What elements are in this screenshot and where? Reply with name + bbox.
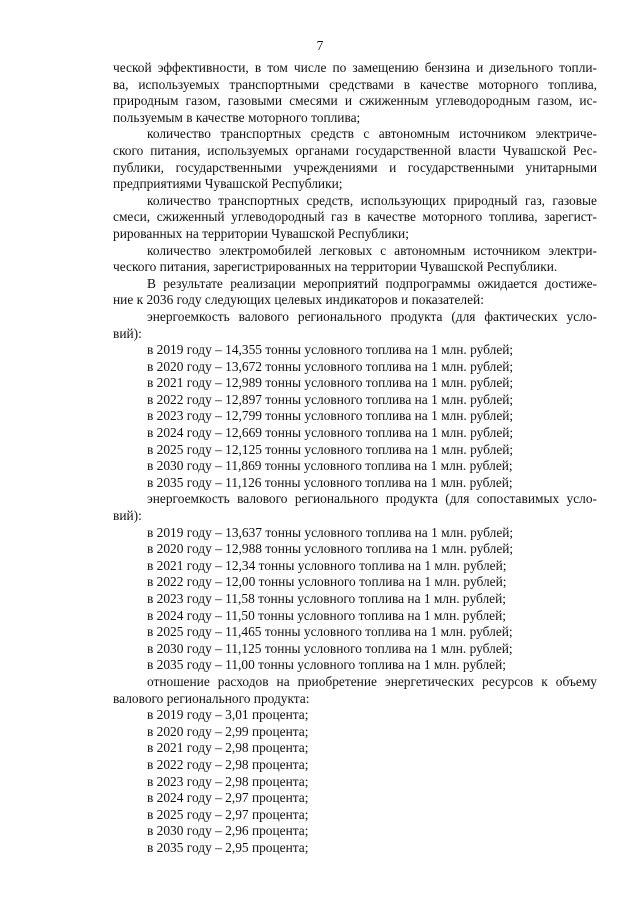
indicator-line: количество электромобилей легковых с автономным источником электри- <box>147 242 597 258</box>
list-item: в 2022 году – 12,897 тонны условного топлива на 1 млн. рублей; <box>147 391 514 407</box>
result-line-last: ние к 2036 году следующих целевых индикаторов и показателей: <box>113 292 484 308</box>
list-item: в 2023 году – 11,58 тонны условного топлива на 1 млн. рублей; <box>147 591 506 606</box>
list-item: в 2023 году – 12,799 тонны условного топлива на 1 млн. рублей; <box>147 408 514 424</box>
list-item: в 2019 году – 13,637 тонны условного топлива на 1 млн. рублей; <box>147 524 514 540</box>
list-item: в 2030 году – 11,869 тонны условного топлива на 1 млн. рублей; <box>147 458 513 474</box>
intro-line: ва, используемых транспортными средствами в качестве моторного топлива, <box>113 76 597 92</box>
energy-cost-ratio-list <box>113 707 597 856</box>
indicator-energy-intensity-comparable <box>113 491 597 524</box>
indicator-line: публики, государственными учреждениями и государственными унитарными <box>113 159 597 175</box>
list-item: в 2024 году – 12,669 тонны условного топлива на 1 млн. рублей; <box>147 425 514 441</box>
indicator-electric-cars <box>113 243 597 276</box>
list-item: в 2020 году – 2,99 процента; <box>147 723 309 739</box>
document-body <box>113 60 597 857</box>
indicator-line-last: ческого питания, зарегистрированных на территории Чувашской Республики. <box>113 259 558 275</box>
indicator-line: ского питания, используемых органами государственной власти Чувашской Рес- <box>113 142 597 158</box>
list-item: в 2035 году – 11,00 тонны условного топлива на 1 млн. рублей; <box>147 657 506 673</box>
list-item: в 2023 году – 2,98 процента; <box>147 773 309 789</box>
list-item: в 2021 году – 12,989 тонны условного топлива на 1 млн. рублей; <box>147 375 514 391</box>
energy-intensity-actual-list <box>113 342 597 491</box>
result-line: В результате реализации мероприятий подпрограммы ожидается достиже- <box>147 275 597 291</box>
indicator-line: смеси, сжиженный углеводородный газ в качестве моторного топлива, зарегист- <box>113 209 597 225</box>
indicator-heading-line: энергоемкость валового регионального продукта (для сопоставимых усло- <box>147 491 597 507</box>
intro-paragraph <box>113 60 597 126</box>
list-item: в 2025 году – 2,97 процента; <box>147 806 309 822</box>
indicator-vehicles-gas <box>113 193 597 243</box>
indicator-heading-line-last: вий): <box>113 508 142 524</box>
list-item: в 2030 году – 2,96 процента; <box>147 823 309 839</box>
page-number: 7 <box>316 38 324 53</box>
indicator-vehicles-electric-gov <box>113 126 597 192</box>
intro-line-last: пользуемым в качестве моторного топлива; <box>113 109 361 125</box>
list-item: в 2025 году – 11,465 тонны условного топлива на 1 млн. рублей; <box>147 624 513 640</box>
list-item: в 2035 году – 2,95 процента; <box>147 839 309 855</box>
list-item: в 2024 году – 11,50 тонны условного топлива на 1 млн. рублей; <box>147 607 506 623</box>
indicator-line-last: рированных на территории Чувашской Республики; <box>113 225 409 241</box>
list-item: в 2024 году – 2,97 процента; <box>147 790 309 806</box>
list-item: в 2020 году – 13,672 тонны условного топлива на 1 млн. рублей; <box>147 358 514 374</box>
list-item: в 2025 году – 12,125 тонны условного топлива на 1 млн. рублей; <box>147 441 514 457</box>
energy-intensity-comparable-list <box>113 525 597 674</box>
list-item: в 2021 году – 12,34 тонны условного топлива на 1 млн. рублей; <box>147 557 507 573</box>
indicator-energy-intensity-actual <box>113 309 597 342</box>
list-item: в 2019 году – 14,355 тонны условного топлива на 1 млн. рублей; <box>147 342 514 358</box>
indicator-line: количество транспортных средств с автономным источником электриче- <box>147 126 597 142</box>
list-item: в 2030 году – 11,125 тонны условного топлива на 1 млн. рублей; <box>147 640 513 656</box>
indicator-heading-line-last: вий): <box>113 325 142 341</box>
indicator-heading-line: энергоемкость валового регионального продукта (для фактических усло- <box>147 308 597 324</box>
indicator-energy-cost-ratio <box>113 674 597 707</box>
indicator-heading-line-last: валового регионального продукта: <box>113 690 310 706</box>
intro-line: ческой эффективности, в том числе по замещению бензина и дизельного топли- <box>113 60 597 75</box>
list-item: в 2019 году – 3,01 процента; <box>147 707 309 723</box>
indicator-line-last: предприятиями Чувашской Республики; <box>113 176 343 192</box>
list-item: в 2035 году – 11,126 тонны условного топлива на 1 млн. рублей; <box>147 474 513 490</box>
result-paragraph <box>113 276 597 309</box>
indicator-heading-line: отношение расходов на приобретение энергетических ресурсов к объему <box>147 673 597 689</box>
list-item: в 2020 году – 12,988 тонны условного топлива на 1 млн. рублей; <box>147 541 514 557</box>
list-item: в 2022 году – 12,00 тонны условного топлива на 1 млн. рублей; <box>147 574 507 590</box>
list-item: в 2021 году – 2,98 процента; <box>147 740 309 756</box>
indicator-line: количество транспортных средств, использующих природный газ, газовые <box>147 192 597 208</box>
intro-line: природным газом, газовыми смесями и сжиженным углеводородным газом, ис- <box>113 93 597 109</box>
list-item: в 2022 году – 2,98 процента; <box>147 756 309 772</box>
